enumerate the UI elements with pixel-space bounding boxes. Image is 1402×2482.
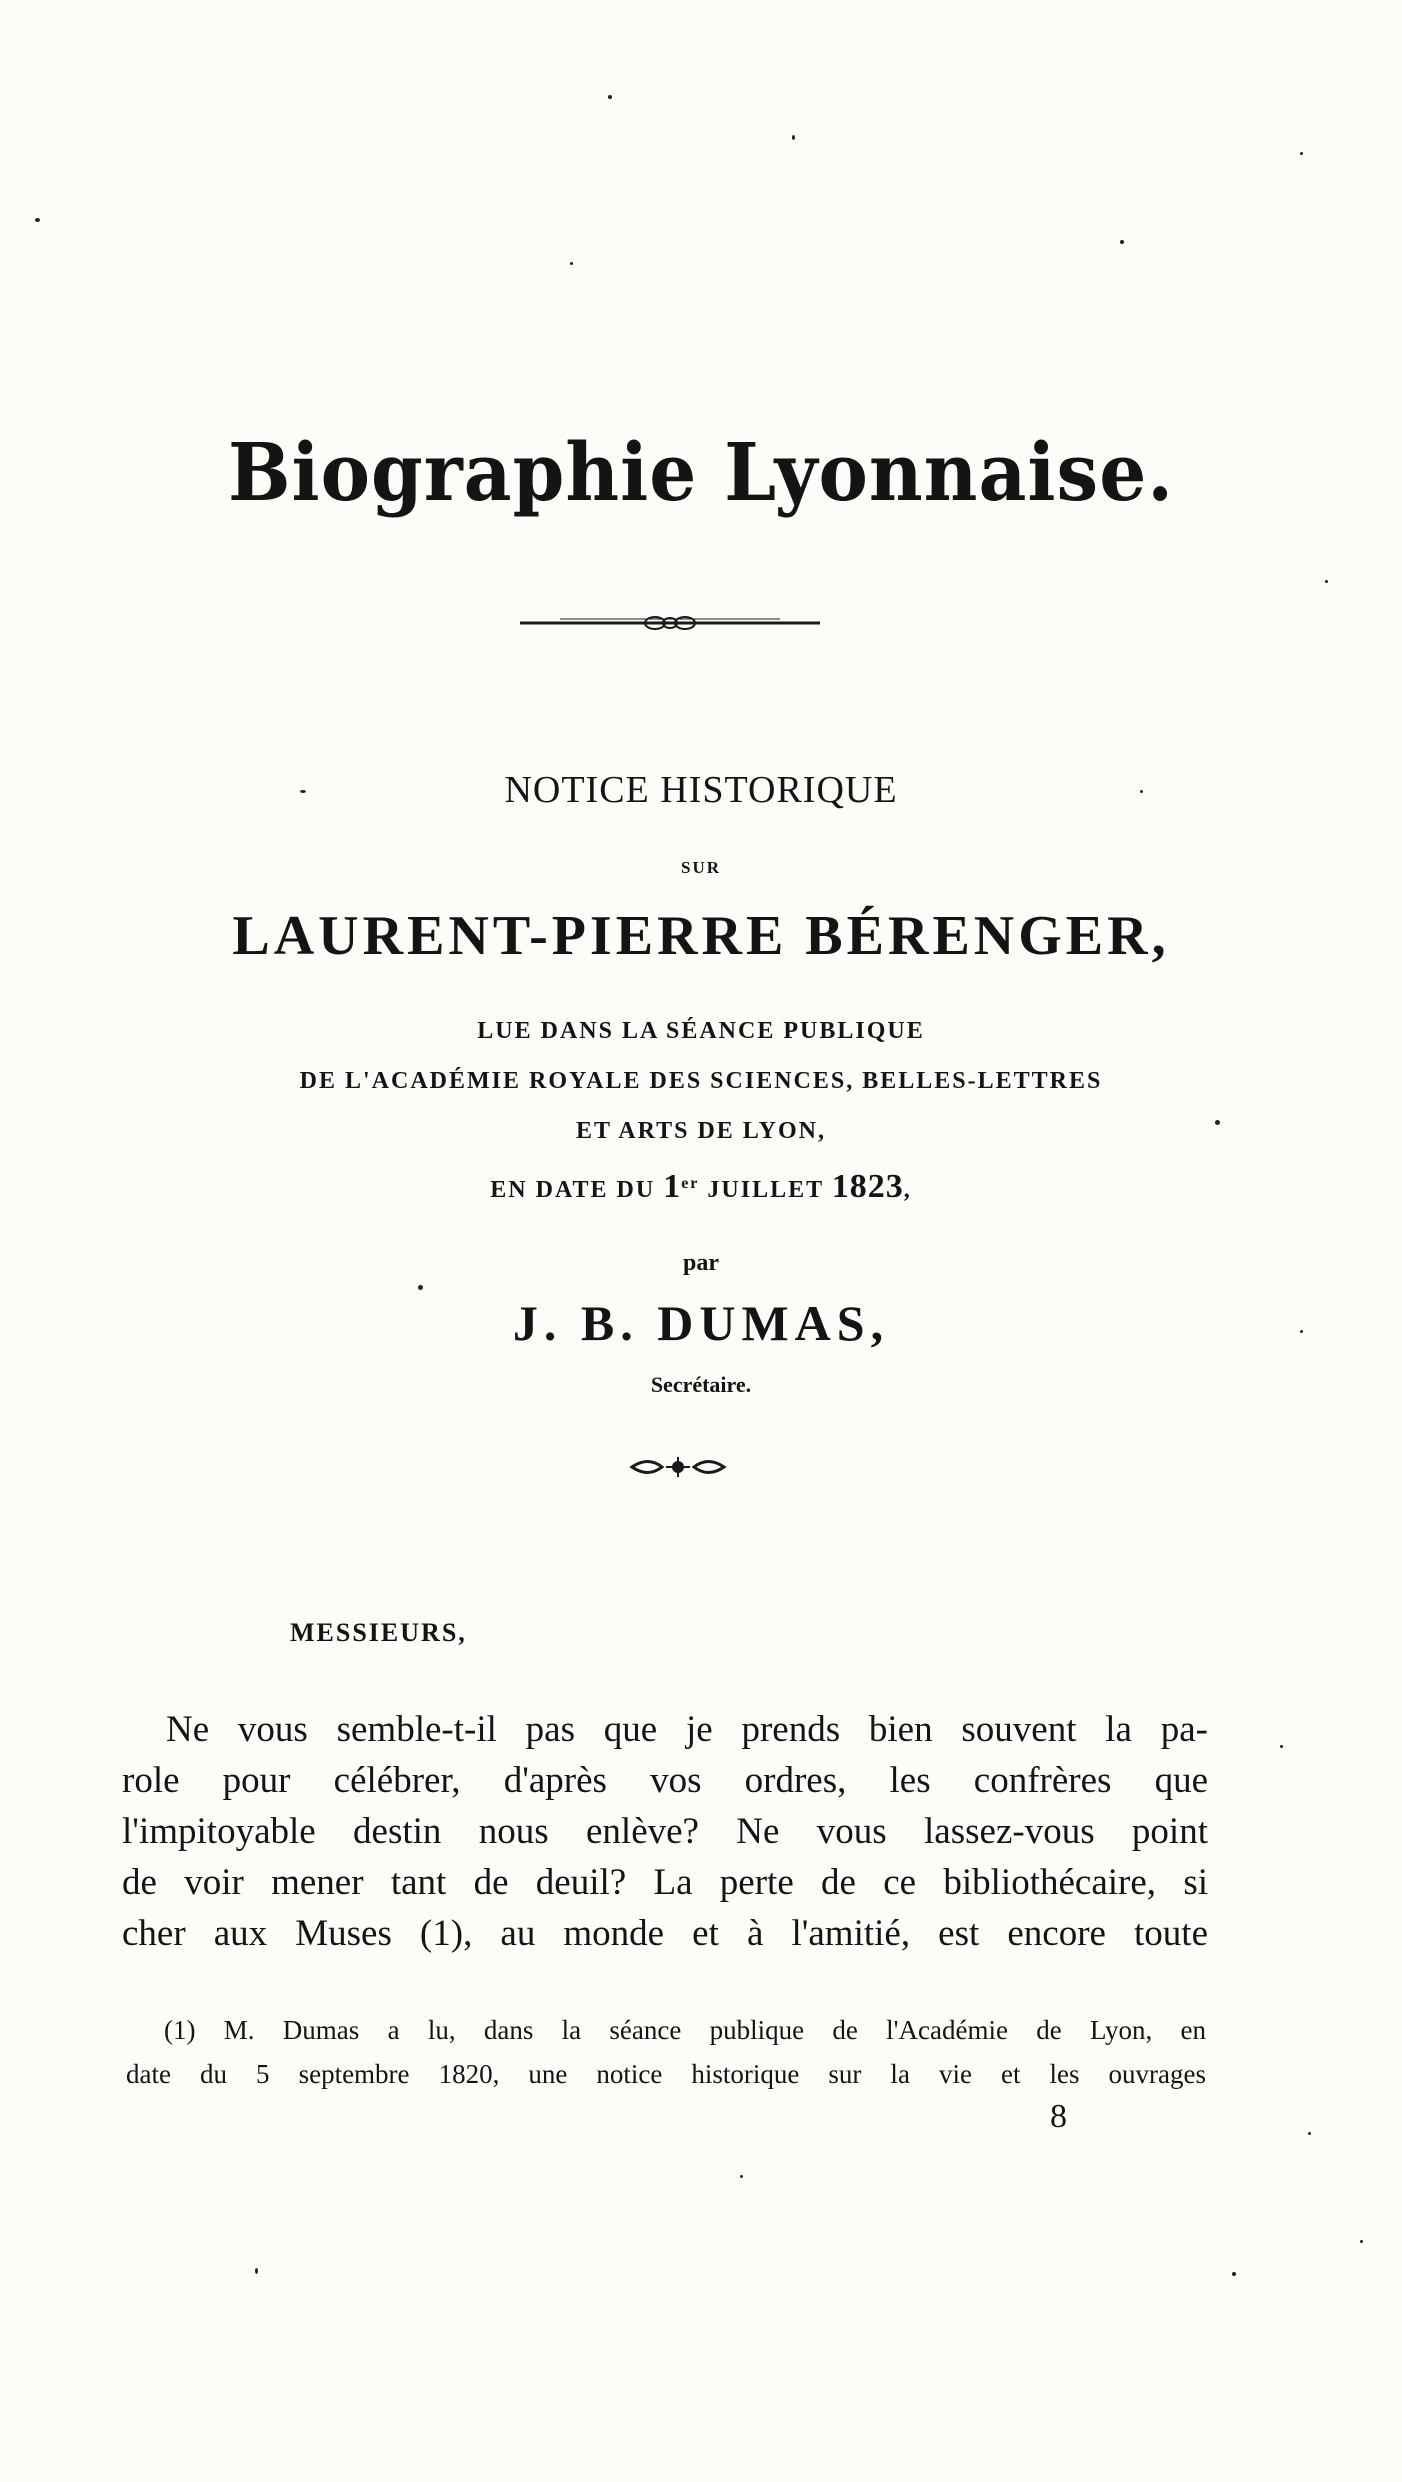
speck xyxy=(608,95,612,99)
speck xyxy=(570,262,573,265)
body-line: Ne vous semble-t-il pas que je prends bien souvent la pa- xyxy=(166,1709,1208,1750)
by-line: par xyxy=(683,1250,719,1276)
speck xyxy=(1300,152,1303,155)
speck xyxy=(35,218,40,222)
body-line: role pour célébrer, d'après vos ordres, les confrères que xyxy=(122,1760,1208,1801)
author-role: Secrétaire. xyxy=(650,1372,752,1397)
date-year: 1823 xyxy=(831,1168,904,1205)
notice-title: NOTICE HISTORIQUE xyxy=(504,769,898,811)
date-prefix: EN DATE DU xyxy=(490,1177,664,1203)
page-number: 8 xyxy=(1050,2098,1067,2135)
speck xyxy=(1308,2132,1311,2135)
speck xyxy=(300,790,306,793)
body-line: cher aux Muses (1), au monde et à l'amitié, est encore toute xyxy=(122,1913,1208,1954)
speck xyxy=(1120,240,1124,244)
speck xyxy=(792,135,795,140)
subject-name: LAURENT-PIERRE BÉRENGER, xyxy=(232,905,1170,967)
body-line: de voir mener tant de deuil? La perte de ce bibliothécaire, si xyxy=(122,1862,1208,1903)
date-line xyxy=(0,1168,1402,1206)
footnote xyxy=(126,2008,1206,2096)
date-day: 1 xyxy=(663,1168,682,1205)
body-line: l'impitoyable destin nous enlève? Ne vous lassez-vous point xyxy=(122,1811,1208,1852)
speck xyxy=(1300,1330,1303,1333)
footnote-line: date du 5 septembre 1820, une notice historique sur la vie et les ouvrages xyxy=(126,2059,1206,2089)
speck xyxy=(1232,2272,1236,2276)
author-name: J. B. DUMAS, xyxy=(512,1295,890,1351)
speck xyxy=(255,2268,258,2274)
date-month: JUILLET xyxy=(699,1177,832,1203)
body-paragraph xyxy=(122,1704,1208,1959)
academy-line: DE L'ACADÉMIE ROYALE DES SCIENCES, BELLES-LETTRES xyxy=(299,1068,1103,1094)
speck xyxy=(1325,580,1328,583)
salutation: MESSIEURS, xyxy=(290,1618,467,1647)
speck xyxy=(418,1285,423,1290)
page-heading: Biographie Lyonnaise. xyxy=(227,426,1175,520)
speck xyxy=(1360,2240,1363,2243)
academy-line-cont: ET ARTS DE LYON, xyxy=(576,1118,826,1144)
speck xyxy=(1280,1745,1283,1748)
footnote-line: (1) M. Dumas a lu, dans la séance publique de l'Académie de Lyon, en xyxy=(164,2015,1206,2045)
reading-line: LUE DANS LA SÉANCE PUBLIQUE xyxy=(477,1018,925,1044)
date-suffix: , xyxy=(903,1177,912,1203)
speck xyxy=(1140,790,1143,793)
speck xyxy=(740,2175,743,2178)
ornamental-rule xyxy=(520,608,820,638)
small-ornament xyxy=(628,1452,728,1482)
date-superscript: er xyxy=(681,1175,700,1192)
speck xyxy=(1215,1120,1220,1125)
notice-preposition: SUR xyxy=(680,858,721,877)
